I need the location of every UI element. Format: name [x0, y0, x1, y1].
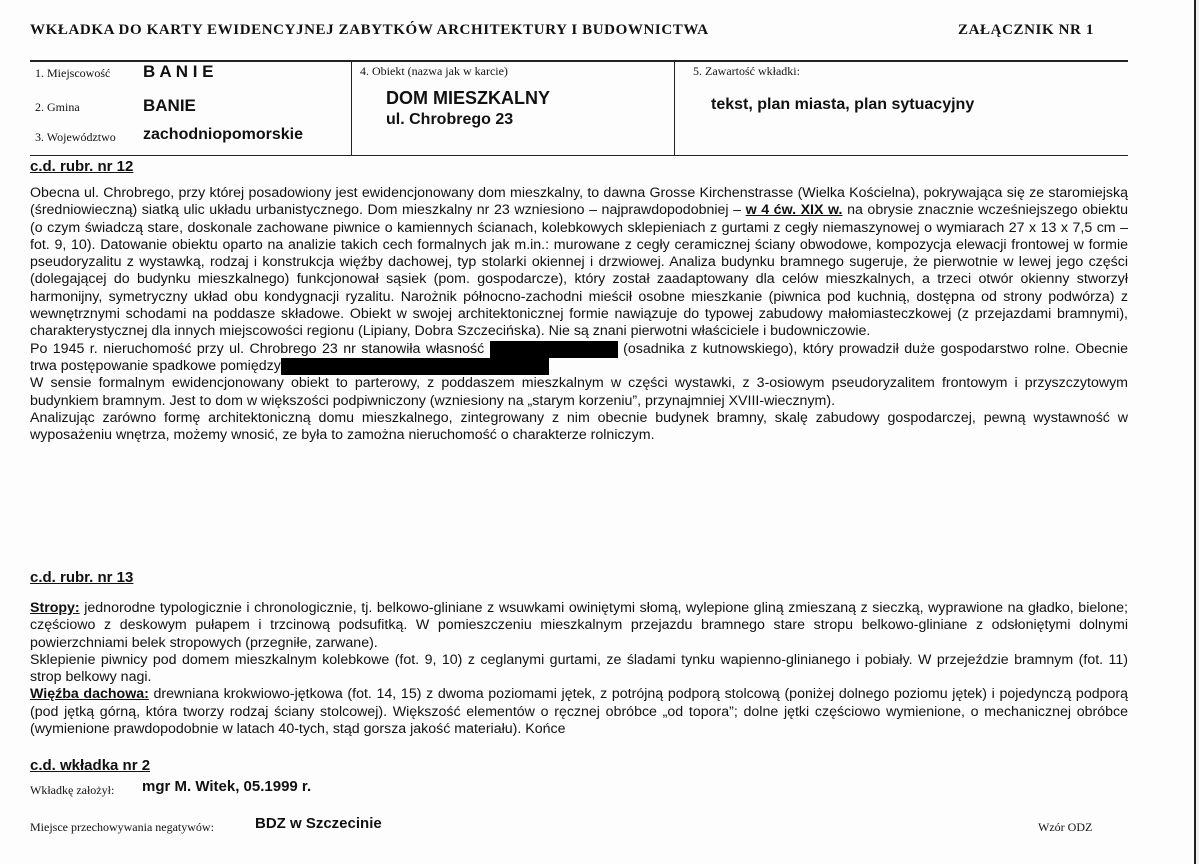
miejscowosc-value: B A N I E — [143, 62, 214, 81]
annex-number: ZAŁĄCZNIK NR 1 — [958, 22, 1094, 38]
stropy-paragraph — [30, 600, 1128, 652]
sklepienie-paragraph: Sklepienie piwnicy pod domem mieszkalnym kolebkowe (fot. 9, 10) z ceglanymi gurtami, ze śladami tynku wapienno-glinianego i pobiały. W przejeździe bramnym (fot. 11) strop belkowy nagi. — [30, 651, 1128, 686]
ownership-text-b: (osadnika z kutnowskiego), który prowadził duże gospodarstwo rolne. Obecnie trwa postępowanie spadkowe pomiędzy — [30, 340, 1128, 374]
section-12-paragraph-3: W sensie formalnym ewidencjonowany obiekt to parterowy, z poddaszem mieszkalnym w części wystawki, z 3-osiowym pseudoryzalitem frontowym i przyszczytowym budynkiem bramnym. Jest to dom w większości podpiwniczony (wzniesiony na „starym korzeniu”, przynajmniej XVIII-wiecznym). — [30, 375, 1128, 409]
wiezba-label: Więźba dachowa: — [30, 686, 149, 703]
section-12-paragraph-1 — [30, 185, 1128, 341]
miejscowosc-label: 1. Miejscowość — [35, 66, 111, 80]
form-template-label: Wzór ODZ — [1038, 820, 1093, 834]
wiezba-paragraph — [30, 686, 1128, 738]
document-title: WKŁADKA DO KARTY EWIDENCYJNEJ ZABYTKÓW ARCHITEKTURY I BUDOWNICTWA — [30, 22, 709, 38]
zawartosc-value: tekst, plan miasta, plan sytuacyjny — [711, 96, 975, 113]
ownership-text-a: Po 1945 r. nieruchomość przy ul. Chrobrego 23 nr stanowiła własność — [30, 340, 485, 357]
box-divider-1 — [351, 61, 352, 156]
section-12-body — [30, 185, 1128, 444]
box-divider-2 — [674, 61, 675, 156]
wojewodztwo-value: zachodniopomorskie — [143, 126, 304, 143]
author-value: mgr M. Witek, 05.1999 r. — [142, 778, 312, 795]
continued-note: c.d. wkładka nr 2 — [30, 757, 151, 774]
wojewodztwo-label: 3. Województwo — [35, 130, 116, 144]
gmina-value: BANIE — [143, 96, 196, 115]
section-12-paragraph-2 — [30, 341, 1128, 376]
redaction-bar — [281, 358, 549, 375]
obiekt-address: ul. Chrobrego 23 — [386, 111, 514, 128]
history-text-b: na obrysie znacznie wcześniejszego obiektu (o czym świadczą stare, doskonale zachowane piwnice o kamiennych ścianach, kolebkowych sklepieniach z gurtami z cegły niemaszynowej o wymiarach 27 x 13 x 7,5 cm – fot. 9, 10). Datowanie obiektu oparto na analizie takich cech formalnych jak m.in.: murowane z cegły ceramicznej ściany obwodowe, kompozycja elewacji frontowej w formie pseudoryzalitu z wystawką, rodzaj i konstrukcja więźby dachowej, typ stolarki okiennej i drzwiowej. Analiza budynku bramnego sugeruje, że pierwotnie w lewej jego części (dolegającej do budynku mieszkalnego) funkcjonował sąsiek (pom. gospodarcze), który został zaadaptowany dla celów mieszkalnych, a trzeci otwór okienny stworzył harmonijny, symetryczny układ obu kondygnacji ryzalitu. Narożnik północno-zachodni mieścił osobne mieszkanie (piwnica pod kuchnią, dostępna od strony podwórza) z wewnętrznymi schodami na poddasze składowe. Obiekt w swojej architektonicznej formie nawiązuje do typowej zabudowy małomiasteczkowej (z przejazdami bramnymi), charakterystycznej dla innych miejscowości regionu (Lipiany, Dobra Szczecińska). Nie są znani pierwotni właściciele i budowniczowie. — [30, 202, 1128, 340]
wiezba-text: drewniana krokwiowo-jętkowa (fot. 14, 15) z dwoma poziomami jętek, z potrójną podporą stolcową (poniżej dolnego poziomu jętek) i pojedynczą podporą (pod jętką górną, która tworzy rodzaj ściany stolcowej). Większość elementów o ręcznej obróbce „od topora”; dolne jętki częściowo wymienione, o mechanicznej obróbce (wymienione prawdopodobnie w latach 40-tych, stąd gorsza jakość materiału). Końce — [30, 686, 1128, 738]
obiekt-label: 4. Obiekt (nazwa jak w karcie) — [360, 64, 508, 78]
section-13-body — [30, 600, 1128, 738]
negatives-location-value: BDZ w Szczecinie — [255, 815, 382, 832]
history-text-a: Obecna ul. Chrobrego, przy której posadowiony jest ewidencjonowany dom mieszkalny, to dawna Grosse Kirchenstrasse (Wielka Kościelna), pokrywająca się ze staromiejską (średniowieczną) siatką ulic układu urbanistycznego. Dom mieszkalny nr 23 wzniesiono – najprawdopodobniej – — [30, 185, 1128, 219]
redaction-bar — [490, 341, 618, 358]
stropy-text: jednorodne typologicznie i chronologicznie, tj. belkowo-gliniane z wsuwkami owiniętymi słomą, wylepione gliną zmieszaną z sieczką, wyprawione na gładko, bielone; częściowo z deskowym pułapem i trzcinową podsufitką. W pomieszczeniu mieszkalnym przejazdu bramnego stare stropu belkowo-gliniane z odsłoniętymi dolnymi powierzchniami belek stropowych (przegniłe, zarwane). — [30, 600, 1129, 651]
zawartosc-label: 5. Zawartość wkładki: — [693, 64, 800, 78]
negatives-location-label: Miejsce przechowywania negatywów: — [30, 820, 214, 834]
stropy-label: Stropy: — [30, 600, 80, 616]
section-12-paragraph-4: Analizując zarówno formę architektoniczną domu mieszkalnego, zintegrowany z nim obecnie budynek bramny, skalę zabudowy gospodarczej, pewną wystawność w wyposażeniu wnętrza, możemy wnosić, ze była to zamożna nieruchomość o charakterze rolniczym. — [30, 409, 1128, 444]
box-bottom-border — [30, 155, 1128, 156]
section-13-heading: c.d. rubr. nr 13 — [30, 569, 134, 586]
obiekt-value: DOM MIESZKALNY — [386, 88, 550, 108]
gmina-label: 2. Gmina — [35, 100, 80, 114]
dating-text: w 4 ćw. XIX w. — [745, 202, 843, 219]
author-label: Wkładkę założył: — [30, 783, 115, 797]
section-12-heading: c.d. rubr. nr 12 — [30, 158, 134, 175]
